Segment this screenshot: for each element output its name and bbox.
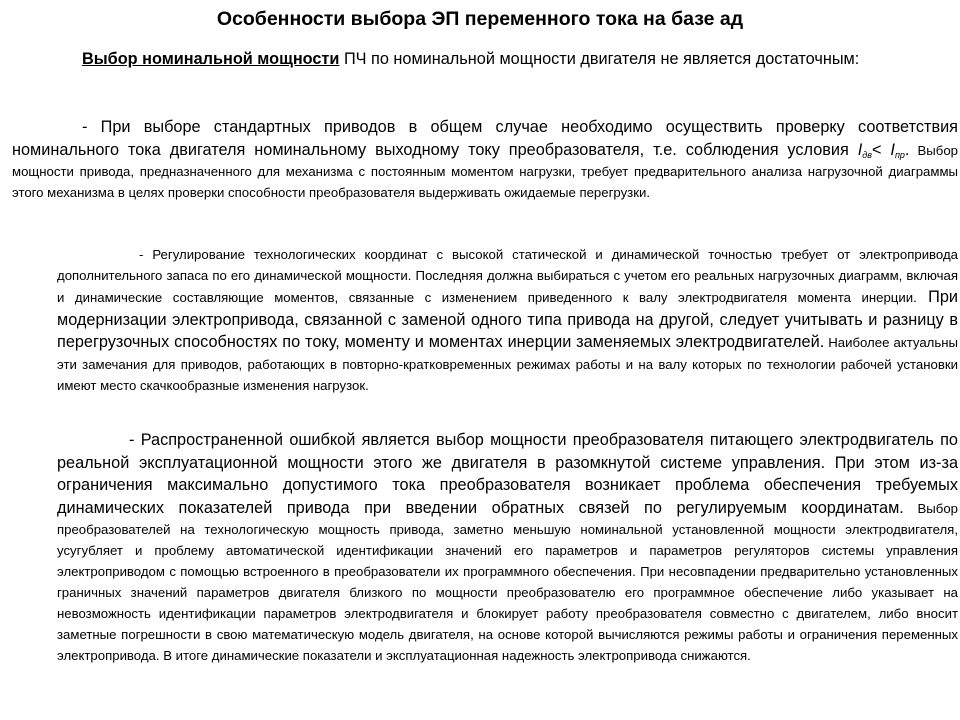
paragraph-common-error xyxy=(57,429,958,666)
paragraph-text-small: Выбор преобразователей на технологическую мощность привода, заметно меньшую номинальной установленной мощности электродвигателя, усугубляет и проблему автоматической идентификации значений его параметров и параметров регуляторов системы управления электроприводом с помощью встроенного в преобразователи их программного обеспечения. При несовпадении предварительно установленных граничных значений параметров двигателя близкого по мощности преобразователю его программное обеспечение либо указывает на невозможность идентификации параметров электродвигателя и блокирует работу преобразователя совместно с двигателем, либо вносит заметные погрешности в свою математическую модель двигателя, на основе которой вычисляются режимы работы и ограничения переменных электропривода. В итоге динамические показатели и эксплуатационная надежность электропривода снижаются. xyxy=(57,500,958,664)
paragraph-text-small: - Регулирование технологических координат с высокой статической и динамической точностью требует от электропривода дополнительного запаса по его динамической мощности. Последняя должна выбираться с учетом его реальных нагрузочных диаграмм, включая и динамические составляющие моментов, связанные с изменением приведенного к валу электродвигателя момента инерции. xyxy=(57,247,958,305)
slide-title: Особенности выбора ЭП переменного тока на базе ад xyxy=(216,8,744,30)
paragraph-text: ПЧ по номинальной мощности двигателя не является достаточным: xyxy=(339,50,860,68)
current-variable: I xyxy=(890,140,895,159)
paragraph-text-small: Выбор мощности привода, предназначенного для механизма с постоянным моментом нагрузки, требует предварительного анализа нагрузочной диаграммы этого механизма в целях проверки способности преобразователя выдерживать ожидаемые перегрузки. xyxy=(12,142,958,201)
current-subscript-converter: пр xyxy=(894,149,905,160)
paragraph-text-large: - Распространенной ошибкой является выбор мощности преобразователя питающего электродвигатель по реальной эксплуатационной мощности этого же двигателя в разомкнутой системе управления. При этом из-за ограничения максимально допустимого тока преобразователя возникает проблема обеспечения требуемых динамических показателей привода при введении обратных связей по регулируемым координатам. xyxy=(57,431,958,517)
paragraph-coordinate-control xyxy=(57,244,958,396)
current-subscript-motor: дв xyxy=(862,149,872,160)
current-variable: I xyxy=(857,140,863,159)
paragraph-text-small: Наиболее актуальны эти замечания для приводов, работающих в повторно-кратковременных режимах работы и на валу которых по технологии рабочей установки имеют место скачкообразные изменения нагрузок. xyxy=(57,335,958,393)
less-than-sign: < xyxy=(871,140,891,159)
paragraph-text-large: При модернизации электропривода, связанной с заменой одного типа привода на другой, следует учитывать и разницу в перегрузочных способностях по току, моменту и моментах инерции заменяемых электродвигателей. xyxy=(57,288,958,352)
paragraph-rated-power xyxy=(12,48,958,71)
paragraph-standard-drives xyxy=(12,116,958,203)
paragraph-text-large: - При выборе стандартных приводов в общем случае необходимо осуществить проверку соответствия номинального тока двигателя номинальному выходному току преобразователя, т.е. соблюдения условия xyxy=(12,118,958,159)
rated-power-heading: Выбор номинальной мощности xyxy=(82,50,340,68)
period: . xyxy=(904,140,910,159)
